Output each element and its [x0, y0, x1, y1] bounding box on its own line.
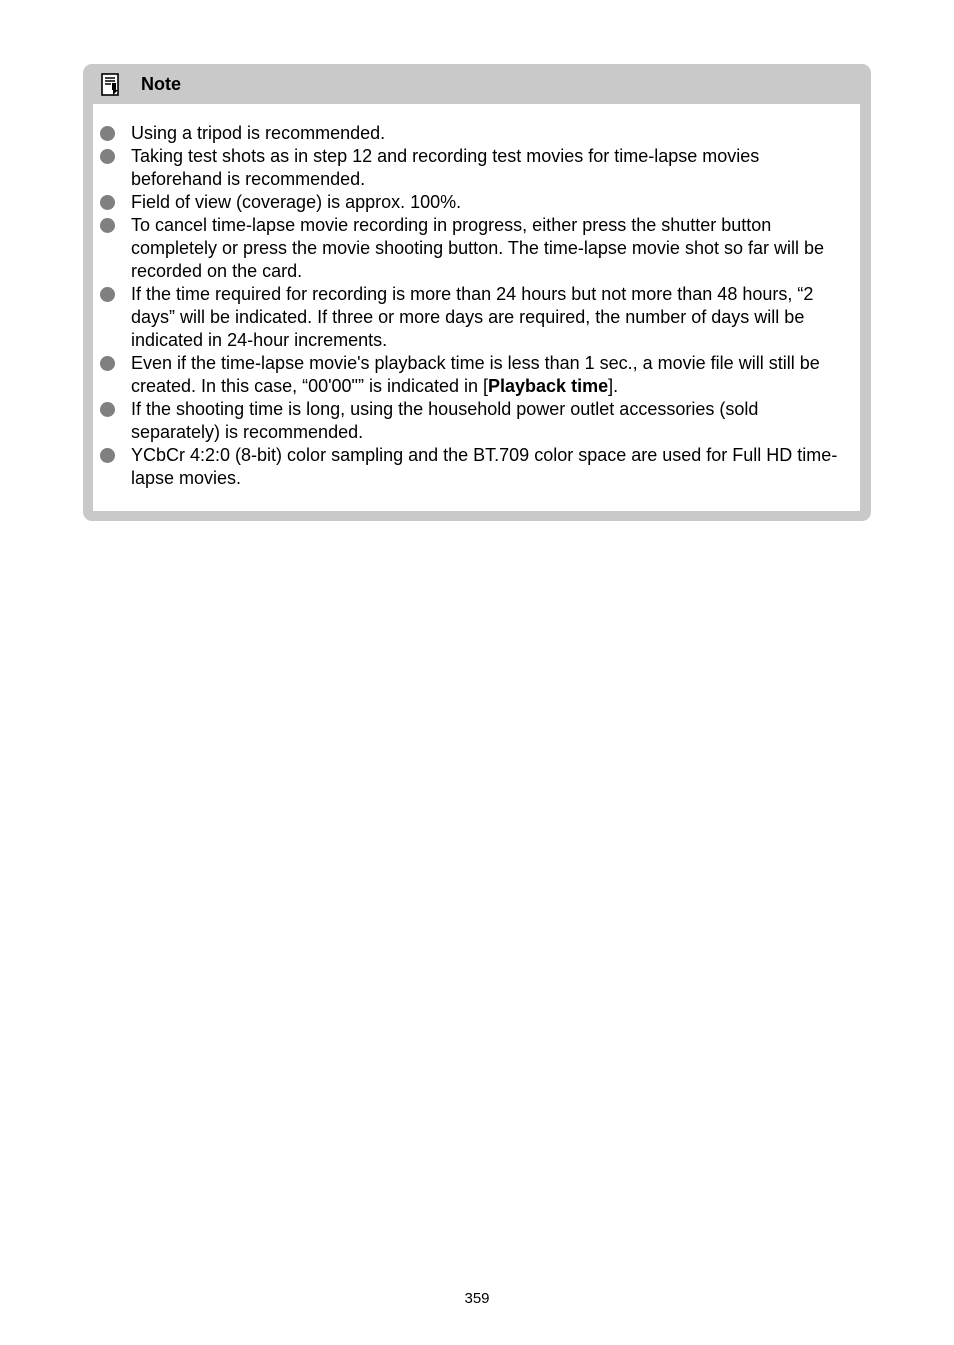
menu-term-playback-time: Playback time: [488, 376, 609, 396]
note-body: [93, 104, 860, 511]
list-item-text: Field of view (coverage) is approx. 100%.: [131, 192, 462, 212]
list-item: [93, 398, 860, 444]
bullet-icon: [100, 287, 115, 302]
bullet-icon: [100, 448, 115, 463]
bullet-icon: [100, 402, 115, 417]
note-list: [93, 122, 860, 490]
note-title: Note: [141, 74, 181, 94]
note-icon: [101, 73, 121, 97]
bullet-icon: [100, 149, 115, 164]
list-item-text: If the time required for recording is more than 24 hours but not more than 48 hours, “2 days” will be indicated. If three or more days are required, the number of days will be indicated in 24-hour increments.: [131, 284, 814, 350]
note-box: [83, 64, 871, 521]
list-item: [93, 214, 860, 283]
list-item-text: If the shooting time is long, using the household power outlet accessories (sold separately) is recommended.: [131, 399, 759, 442]
bullet-icon: [100, 126, 115, 141]
list-item: [93, 145, 860, 191]
list-item-text: YCbCr 4:2:0 (8-bit) color sampling and the BT.709 color space are used for Full HD time-lapse movies.: [131, 445, 838, 488]
list-item-text-before: Even if the time-lapse movie's playback time is less than 1 sec., a movie file will still be created. In this case, “00'00"” is indicated in [: [131, 353, 820, 396]
note-header: [83, 64, 871, 104]
page-number: 359: [464, 1290, 490, 1307]
list-item: [93, 283, 860, 352]
list-item-text: To cancel time-lapse movie recording in progress, either press the shutter button completely or press the movie shooting button. The time-lapse movie shot so far will be recorded on the card.: [131, 215, 824, 281]
list-item-text: Using a tripod is recommended.: [131, 123, 386, 143]
bullet-icon: [100, 195, 115, 210]
bullet-icon: [100, 356, 115, 371]
list-item: [93, 122, 860, 145]
list-item-text-after: ].: [608, 376, 619, 396]
list-item-text: Taking test shots as in step 12 and recording test movies for time-lapse movies beforehand is recommended.: [131, 146, 760, 189]
list-item: [93, 191, 860, 214]
list-item: [93, 444, 860, 490]
list-item: [93, 352, 860, 398]
bullet-icon: [100, 218, 115, 233]
